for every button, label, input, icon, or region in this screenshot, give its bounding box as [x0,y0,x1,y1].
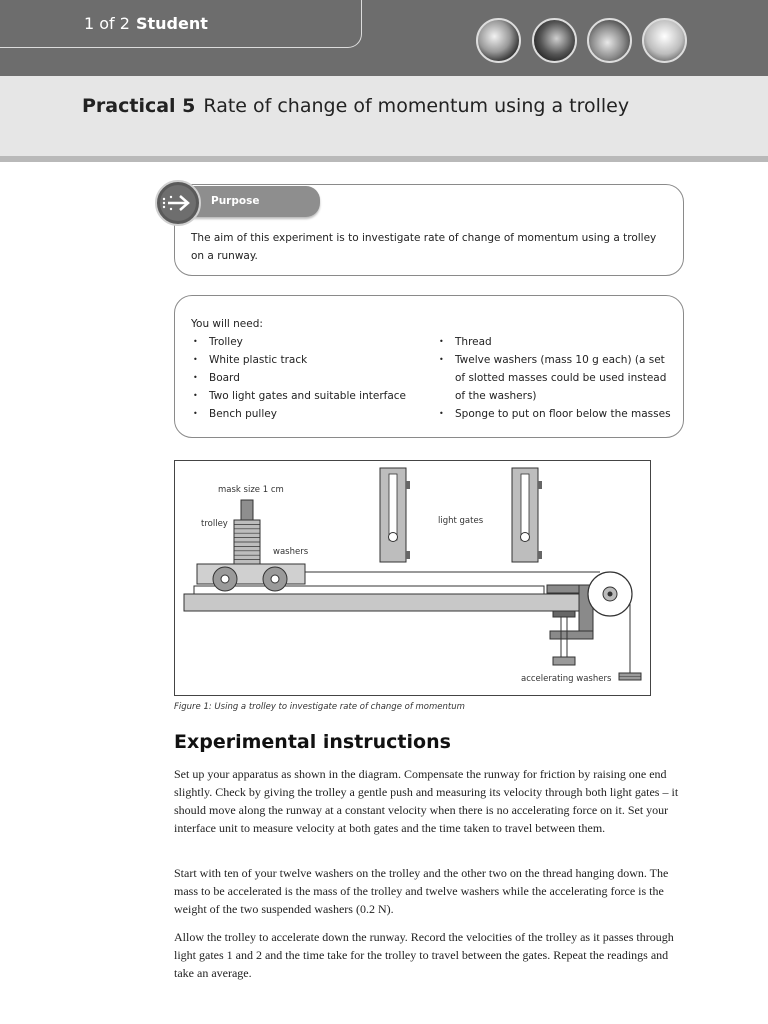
list-item: • Bench pulley [191,405,421,423]
page-title [82,95,629,117]
mask-label: mask size 1 cm [218,485,284,495]
accelerating-washers-label: accelerating washers [521,674,612,684]
washers-label: washers [273,547,309,557]
photo-thumbnail-3 [587,18,632,63]
arrow-icon [154,179,202,227]
photo-thumbnail-2 [532,18,577,63]
bench-board [184,594,584,611]
equipment-list-left [191,333,421,423]
light-gate-1 [380,468,410,562]
photo-thumbnail-1 [476,18,521,63]
washer-stack [234,520,260,564]
track [194,586,544,594]
list-item: • Twelve washers (mass 10 g each) (a set of slotted masses could be used instead of the washers) [437,351,672,405]
instruction-paragraph: Allow the trolley to accelerate down the runway. Record the velocities of the trolley as it passes through light gates 1 and 2 and the time take for the trolley to travel between the gates. Repeat the readings and take an average. [174,930,674,980]
apparatus-figure [174,460,651,696]
apparatus-diagram [175,461,652,697]
equipment-intro: You will need: [191,318,263,330]
light-gate-2 [512,468,542,562]
trolley-label: trolley [201,519,228,529]
list-item: • Trolley [191,333,421,351]
instruction-paragraph: Set up your apparatus as shown in the diagram. Compensate the runway for friction by raising one end slightly. Check by giving the trolley a gentle push and measuring its velocity through both light gates – it should move along the runway at a constant velocity when there is no accelerating force on it. Set your interface unit to measure velocity at both gates and the time taken to travel between them. [174,767,679,835]
title-bar [0,76,768,162]
light-gates-label: light gates [438,516,484,526]
list-item: • Thread [437,333,672,351]
role-label: Student [135,14,208,33]
equipment-list-right [437,333,672,423]
instruction-paragraph: Start with ten of your twelve washers on the trolley and the other two on the thread hanging down. The mass to be accelerated is the mass of the trolley and twelve washers while the accelerating force is the weight of the two suspended washers (0.2 N). [174,866,669,916]
list-item: • White plastic track [191,351,421,369]
list-item: • Board [191,369,421,387]
section-heading: Experimental instructions [174,731,451,753]
list-item: • Two light gates and suitable interface [191,387,421,405]
practical-title: Rate of change of momentum using a trolley [203,95,630,117]
top-banner [0,0,768,76]
header-photo-strip [476,18,688,66]
purpose-text: The aim of this experiment is to investigate rate of change of momentum using a trolley on a runway. [191,232,657,262]
photo-thumbnail-4 [642,18,687,63]
purpose-label: Purpose [211,195,260,207]
page-indicator: 1 of 2 Student [84,14,208,33]
list-item: • Sponge to put on floor below the masses [437,405,672,423]
mask [241,500,253,520]
figure-caption: Figure 1: Using a trolley to investigate rate of change of momentum [174,702,465,712]
practical-label: Practical 5 [82,95,196,117]
